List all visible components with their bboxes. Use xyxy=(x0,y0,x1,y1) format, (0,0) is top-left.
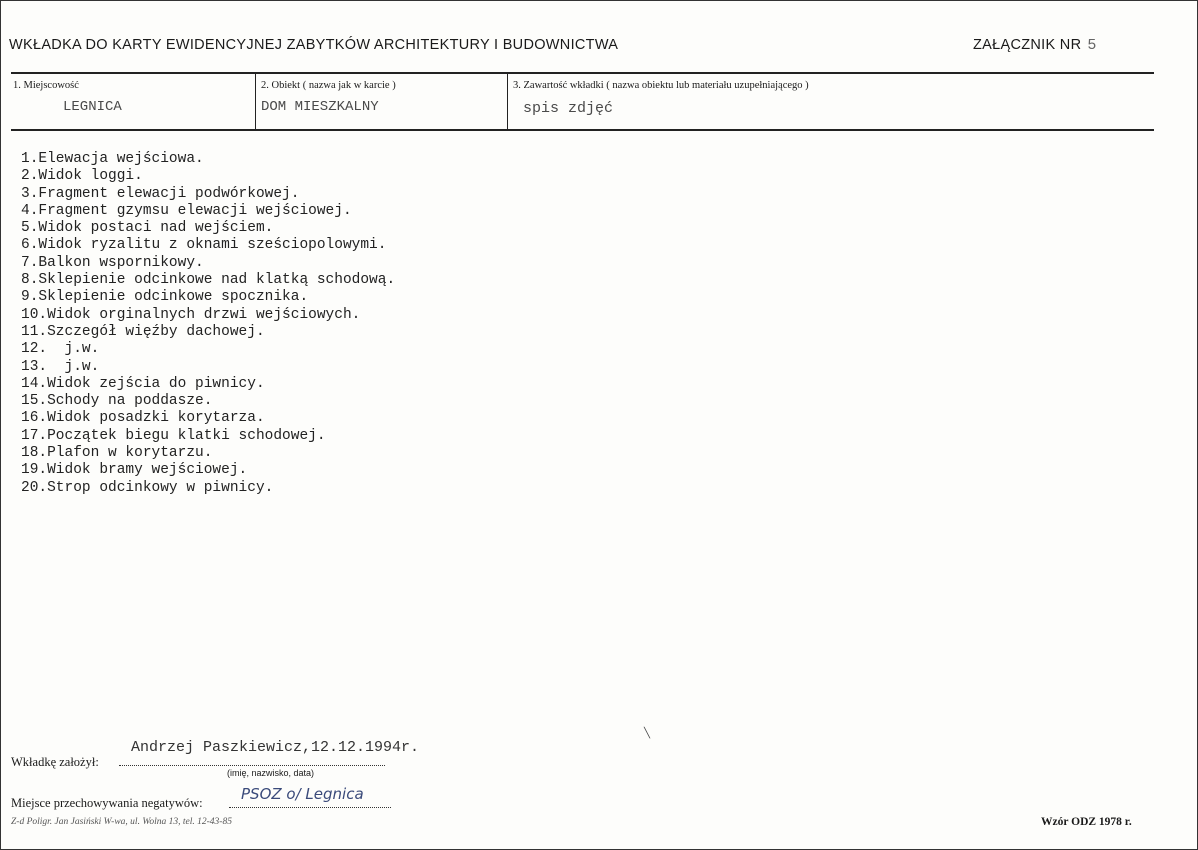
list-item: 10.Widok orginalnych drzwi wejściowych. xyxy=(21,306,361,323)
annex-label: ZAŁĄCZNIK NR xyxy=(973,37,1082,53)
list-item: 18.Plafon w korytarzu. xyxy=(21,445,213,462)
annex-number xyxy=(973,37,1097,54)
negatives-label: Miejsce przechowywania negatywów: xyxy=(11,796,203,810)
negatives-handwritten: PSOZ o/ Legnica xyxy=(241,785,364,803)
list-item: 8.Sklepienie odcinkowe nad klatką schodową. xyxy=(21,272,396,289)
list-item: 13. j.w. xyxy=(21,358,100,375)
stray-mark: ╲ xyxy=(644,728,651,739)
list-item: 19.Widok bramy wejściowej. xyxy=(21,462,248,479)
form-model: Wzór ODZ 1978 r. xyxy=(1041,816,1132,828)
author-typed: Andrzej Paszkiewicz,12.12.1994r. xyxy=(131,739,420,756)
document-title: WKŁADKA DO KARTY EWIDENCYJNEJ ZABYTKÓW ARCHITEKTURY I BUDOWNICTWA xyxy=(9,37,619,53)
list-item: 14.Widok zejścia do piwnicy. xyxy=(21,375,265,392)
negatives-dotted-line xyxy=(229,807,391,808)
list-item: 12. j.w. xyxy=(21,341,100,358)
contents-value: spis zdjęć xyxy=(523,100,614,117)
contents-label: 3. Zawartość wkładki ( nazwa obiektu lub materiału uzupełniającego ) xyxy=(513,80,809,91)
list-item: 4.Fragment gzymsu elewacji wejściowej. xyxy=(21,202,352,219)
list-item: 20.Strop odcinkowy w piwnicy. xyxy=(21,479,274,496)
header-bottom-rule xyxy=(11,129,1154,131)
annex-number-value: 5 xyxy=(1087,37,1097,54)
author-caption: (imię, nazwisko, data) xyxy=(227,768,315,778)
object-label: 2. Obiekt ( nazwa jak w karcie ) xyxy=(261,80,396,91)
list-item: 2.Widok loggi. xyxy=(21,168,143,185)
locality-label: 1. Miejscowość xyxy=(13,80,79,91)
field-divider-1 xyxy=(255,73,256,129)
list-item: 16.Widok posadzki korytarza. xyxy=(21,410,265,427)
list-item: 11.Szczegół więźby dachowej. xyxy=(21,323,265,340)
list-item: 5.Widok postaci nad wejściem. xyxy=(21,220,274,237)
list-item: 6.Widok ryzalitu z oknami sześciopolowymi. xyxy=(21,237,387,254)
printer-imprint: Z-d Poligr. Jan Jasiński W-wa, ul. Wolna 13, tel. 12-43-85 xyxy=(11,817,232,827)
list-item: 7.Balkon wspornikowy. xyxy=(21,254,204,271)
field-divider-2 xyxy=(507,73,508,129)
object-value: DOM MIESZKALNY xyxy=(261,99,379,115)
list-item: 17.Początek biegu klatki schodowej. xyxy=(21,427,326,444)
header-top-rule xyxy=(11,72,1154,74)
author-label: Wkładkę założył: xyxy=(11,755,99,769)
list-item: 9.Sklepienie odcinkowe spocznika. xyxy=(21,289,309,306)
list-item: 3.Fragment elewacji podwórkowej. xyxy=(21,185,300,202)
list-item: 15.Schody na poddasze. xyxy=(21,393,213,410)
list-item: 1.Elewacja wejściowa. xyxy=(21,151,204,167)
locality-value: LEGNICA xyxy=(63,99,122,115)
author-dotted-line xyxy=(119,765,385,766)
photo-list xyxy=(21,151,395,497)
